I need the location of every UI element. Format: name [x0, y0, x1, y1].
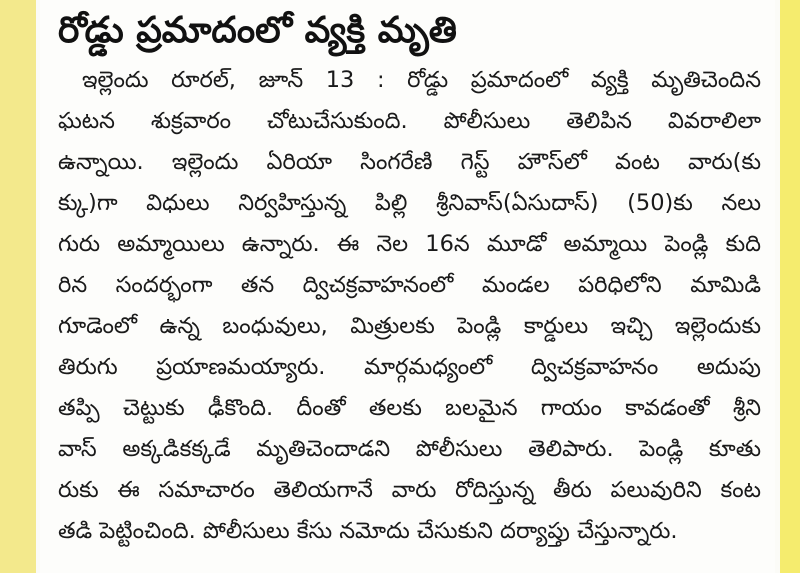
article-headline: రోడ్డు ప్రమాదంలో వ్యక్తి మృతి — [58, 10, 457, 51]
article-body — [40, 0, 775, 573]
left-margin-strip — [0, 0, 36, 573]
right-margin-strip — [780, 0, 800, 573]
article-line: గురు అమ్మాయిలు ఉన్నారు. ఈ నెల 16న మూడో అమ్మాయి పెండ్లి కుది — [58, 231, 761, 257]
article-line: ఘటన శుక్రవారం చోటుచేసుకుంది. పోలీసులు తెలిపిన వివరాలిలా — [58, 108, 761, 134]
article-line: తిరుగు ప్రయాణమయ్యారు. మార్గమధ్యంలో ద్విచక్రవాహనం అదుపు — [58, 354, 761, 380]
article-line: తడి పెట్టించింది. పోలీసులు కేసు నమోదు చేసుకుని దర్యాప్తు చేస్తున్నారు. — [58, 518, 678, 544]
article-line: రుకు ఈ సమాచారం తెలియగానే వారు రోదిస్తున్న తీరు పలువురిని కంట — [58, 477, 761, 503]
article-line: క్కు)గా విధులు నిర్వహిస్తున్న పిల్లి శ్రీనివాస్(ఏసుదాస్) (50)కు నలు — [58, 190, 761, 216]
article-line: ఉన్నాయి. ఇల్లెందు ఏరియా సింగరేణి గెస్ట్ హౌస్‌లో వంట వారు(కు — [58, 149, 761, 175]
article-line: గూడెంలో ఉన్న బంధువులు, మిత్రులకు పెండ్లి కార్డులు ఇచ్చి ఇల్లెందుకు — [58, 313, 761, 339]
article-line: వాస్ అక్కడికక్కడే మృతిచెందాడని పోలీసులు తెలిపారు. పెండ్లి కూతు — [58, 436, 761, 462]
article-line: ఇల్లెందు రూరల్, జూన్ 13 : రోడ్డు ప్రమాదంలో వ్యక్తి మృతిచెందిన — [82, 67, 761, 93]
article-line: తప్పి చెట్టుకు ఢీకొంది. దీంతో తలకు బలమైన గాయం కావడంతో శ్రీని — [58, 395, 761, 421]
article-line: రిన సందర్భంగా తన ద్విచక్రవాహనంలో మండల పరిధిలోని మామిడి — [58, 272, 761, 298]
